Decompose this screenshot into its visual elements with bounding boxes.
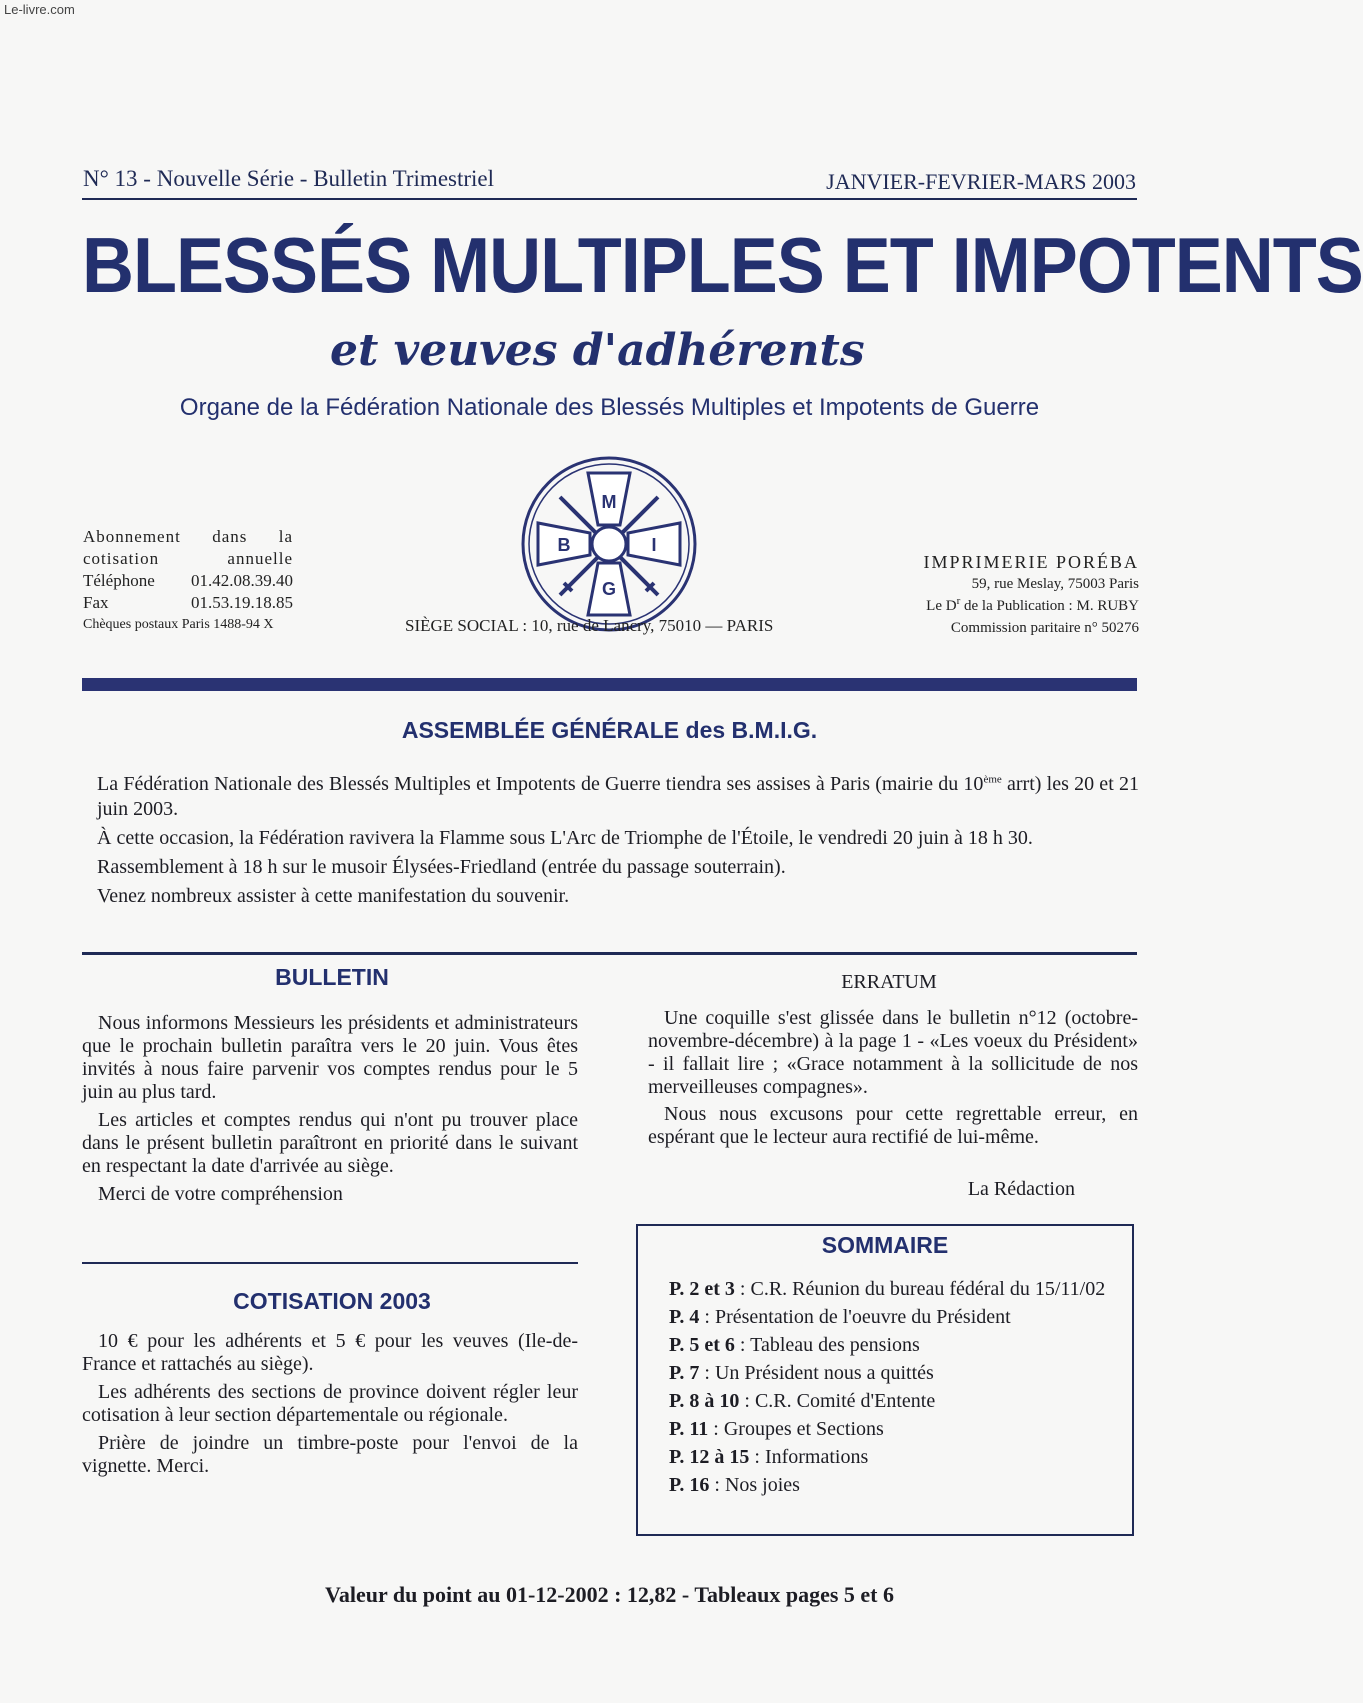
sommaire-page: P. 5 et 6	[669, 1334, 735, 1356]
sommaire-page: P. 2 et 3	[669, 1278, 735, 1300]
commission-number: Commission paritaire n° 50276	[950, 620, 1139, 636]
organe-line: Organe de la Fédération Nationale des Blessés Multiples et Impotents de Guerre	[179, 394, 1040, 421]
assemblee-paragraph-2: À cette occasion, la Fédération ravivera la Flamme sous L'Arc de Triomphe de l'Étoile, le vendredi 20 juin à 18 h 30.	[97, 827, 1033, 849]
sommaire-item	[669, 1305, 1124, 1330]
assemblee-title: ASSEMBLÉE GÉNÉRALE des B.M.I.G.	[401, 717, 818, 743]
subscription-line-2: cotisation annuelle	[83, 549, 293, 568]
erratum-paragraph-1: Une coquille s'est glissée dans le bulletin n°12 (octobre-novembre-décembre) à la page 1 - «Les voeux du Président» - il fallait lire ; «Grace notamment à la sollicitude de nos merveilleuses compagnes».	[648, 1007, 1138, 1098]
logo-letter-m: M	[601, 492, 617, 512]
sommaire-text: : C.R. Comité d'Entente	[739, 1390, 936, 1412]
issue-number: N° 13 - Nouvelle Série - Bulletin Trimestriel	[83, 166, 495, 191]
sommaire-text: : Groupes et Sections	[708, 1418, 884, 1440]
postal-cheques: Chèques postaux Paris 1488-94 X	[83, 617, 274, 632]
printer-address: 59, rue Meslay, 75003 Paris	[971, 576, 1139, 592]
subscription-info	[83, 526, 293, 636]
telephone-label: Téléphone	[83, 571, 155, 590]
erratum-title: ERRATUM	[841, 971, 937, 993]
masthead-subtitle: et veuves d'adhérents	[330, 325, 865, 376]
publication-director	[923, 595, 1139, 617]
assemblee-paragraph-3: Rassemblement à 18 h sur le musoir Élysées-Friedland (entrée du passage souterrain).	[97, 856, 786, 878]
issue-period: JANVIER-FEVRIER-MARS 2003	[826, 169, 1136, 194]
masthead-title: BLESSÉS MULTIPLES ET IMPOTENTS	[82, 223, 1363, 310]
assemblee-p1-sup: ème	[983, 773, 1002, 786]
assemblee-p1-start: La Fédération Nationale des Blessés Multiples et Impotents de Guerre tiendra ses assises à Paris (mairie du 10	[97, 773, 984, 795]
sommaire-list	[669, 1277, 1124, 1501]
sommaire-item	[669, 1417, 1124, 1442]
sommaire-item	[669, 1473, 1124, 1498]
sommaire-item	[669, 1333, 1124, 1358]
column-divider	[82, 1262, 578, 1264]
section-divider-thick	[82, 678, 1137, 691]
sommaire-page: P. 12 à 15	[669, 1446, 750, 1468]
assemblee-paragraph-4: Venez nombreux assister à cette manifestation du souvenir.	[97, 885, 570, 907]
director-rest: de la Publication : M. RUBY	[960, 598, 1139, 614]
sommaire-title: SOMMAIRE	[821, 1232, 949, 1258]
fax-label: Fax	[83, 593, 109, 612]
sommaire-text: : Tableau des pensions	[734, 1334, 920, 1356]
cotisation-paragraph-3: Prière de joindre un timbre-poste pour l'envoi de la vignette. Merci.	[82, 1432, 578, 1477]
logo-letter-i: I	[651, 535, 657, 555]
header-rule	[82, 198, 1137, 200]
assemblee-p1-end: arrt) les 20 et 21 juin 2003.	[97, 773, 1139, 820]
sommaire-page: P. 8 à 10	[669, 1390, 740, 1412]
sommaire-text: : Un Président nous a quittés	[699, 1362, 934, 1384]
sommaire-text: : Informations	[749, 1446, 869, 1468]
assemblee-paragraph-1	[97, 772, 1139, 822]
cotisation-body	[82, 1330, 578, 1483]
director-sup: r	[956, 595, 961, 607]
bulletin-body	[82, 1012, 578, 1211]
point-value-footer: Valeur du point au 01-12-2002 : 12,82 - Tableaux pages 5 et 6	[324, 1582, 895, 1607]
sommaire-item	[669, 1389, 1124, 1414]
bulletin-paragraph-2: Les articles et comptes rendus qui n'ont pu trouver place dans le présent bulletin paraîtront en priorité dans le suivant en respectant la date d'arrivée au siège.	[82, 1109, 578, 1177]
fax-row	[83, 592, 293, 614]
bulletin-title: BULLETIN	[275, 964, 389, 990]
sommaire-text: : Présentation de l'oeuvre du Président	[699, 1306, 1011, 1328]
section-divider	[82, 952, 1137, 955]
erratum-paragraph-2: Nous nous excusons pour cette regrettable erreur, en espérant que le lecteur aura rectifié de lui-même.	[648, 1103, 1138, 1148]
telephone-number: 01.42.08.39.40	[191, 571, 293, 590]
cotisation-title: COTISATION 2003	[233, 1288, 431, 1314]
sommaire-page: P. 11	[669, 1418, 709, 1440]
sommaire-page: P. 7	[669, 1362, 700, 1384]
cotisation-paragraph-2: Les adhérents des sections de province doivent régler leur cotisation à leur section départementale ou régionale.	[82, 1381, 578, 1426]
sommaire-text: : Nos joies	[709, 1474, 800, 1496]
sommaire-item	[669, 1277, 1124, 1302]
printer-info	[923, 551, 1139, 639]
bulletin-paragraph-1: Nous informons Messieurs les présidents et administrateurs que le prochain bulletin paraîtra vers le 20 juin. Vous êtes invités à nous faire parvenir vos comptes rendus pour le 5 juin au plus tard.	[82, 1012, 578, 1103]
cotisation-paragraph-1: 10 € pour les adhérents et 5 € pour les veuves (Ile-de-France et rattachés au siège).	[82, 1330, 578, 1375]
logo-letter-g: G	[601, 579, 617, 599]
printer-name: IMPRIMERIE PORÉBA	[923, 552, 1139, 572]
assemblee-body	[97, 772, 1139, 913]
erratum-body	[648, 1007, 1138, 1153]
subscription-line-1: Abonnement dans la	[83, 527, 293, 546]
sommaire-page: P. 4	[669, 1306, 700, 1328]
sommaire-text: : C.R. Réunion du bureau fédéral du 15/11/02	[734, 1278, 1106, 1300]
site-watermark: Le-livre.com	[4, 2, 75, 17]
head-office-address: SIÈGE SOCIAL : 10, rue de Lancry, 75010 — PARIS	[405, 616, 774, 635]
fax-number: 01.53.19.18.85	[191, 593, 293, 612]
telephone-row	[83, 570, 293, 592]
sommaire-item	[669, 1445, 1124, 1470]
sommaire-item	[669, 1361, 1124, 1386]
director-prefix: Le D	[926, 598, 957, 614]
erratum-signature: La Rédaction	[967, 1178, 1075, 1200]
logo-letter-b: B	[557, 535, 571, 555]
sommaire-page: P. 16	[669, 1474, 710, 1496]
bmig-emblem-logo	[520, 455, 698, 633]
bulletin-paragraph-3: Merci de votre compréhension	[98, 1183, 343, 1205]
